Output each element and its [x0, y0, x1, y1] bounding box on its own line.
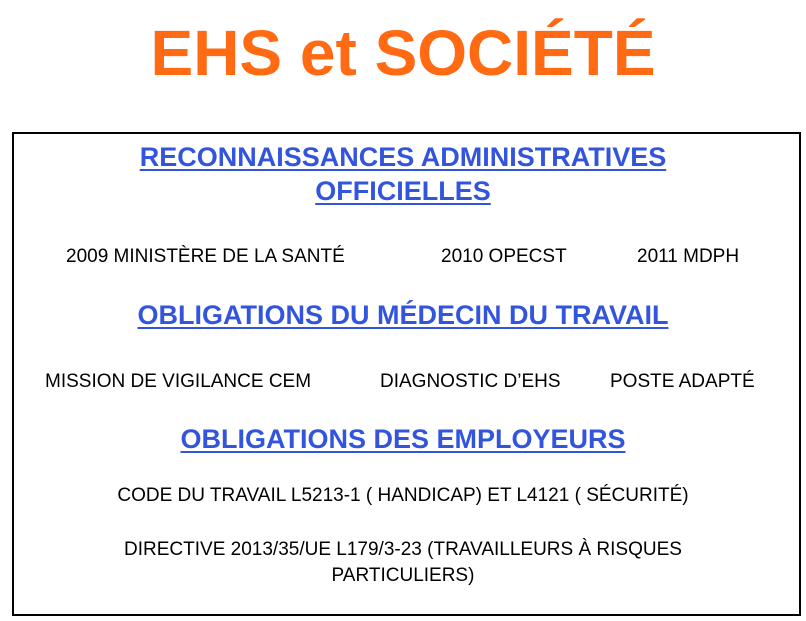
- section-heading-line: OFFICIELLES: [315, 176, 491, 206]
- item-mission-vigilance: MISSION DE VIGILANCE CEM: [45, 371, 312, 392]
- item-directive-cont: PARTICULIERS): [331, 565, 475, 586]
- section-heading-line: OBLIGATIONS DES EMPLOYEURS: [180, 424, 626, 454]
- section-heading-medecin: [0, 298, 806, 332]
- section-heading-reconnaissances: [0, 140, 806, 174]
- item-diagnostic-ehs: DIAGNOSTIC D’EHS: [380, 371, 561, 392]
- item-directive: DIRECTIVE 2013/35/UE L179/3-23 (TRAVAILLEURS À RISQUES: [124, 539, 682, 560]
- page-title: EHS et SOCIÉTÉ: [150, 17, 656, 89]
- item-poste-adapte: POSTE ADAPTÉ: [610, 371, 755, 392]
- item-code-du-travail: CODE DU TRAVAIL L5213-1 ( HANDICAP) ET L4121 ( SÉCURITÉ): [117, 485, 689, 506]
- item-ministere-sante: 2009 MINISTÈRE DE LA SANTÉ: [66, 246, 345, 267]
- item-mdph: 2011 MDPH: [637, 246, 740, 267]
- section-heading-reconnaissances-line2: [0, 174, 806, 208]
- section-heading-line: RECONNAISSANCES ADMINISTRATIVES: [139, 142, 667, 172]
- section-heading-employeurs: [0, 422, 806, 456]
- section-heading-line: OBLIGATIONS DU MÉDECIN DU TRAVAIL: [137, 300, 669, 330]
- item-opecst: 2010 OPECST: [441, 246, 567, 267]
